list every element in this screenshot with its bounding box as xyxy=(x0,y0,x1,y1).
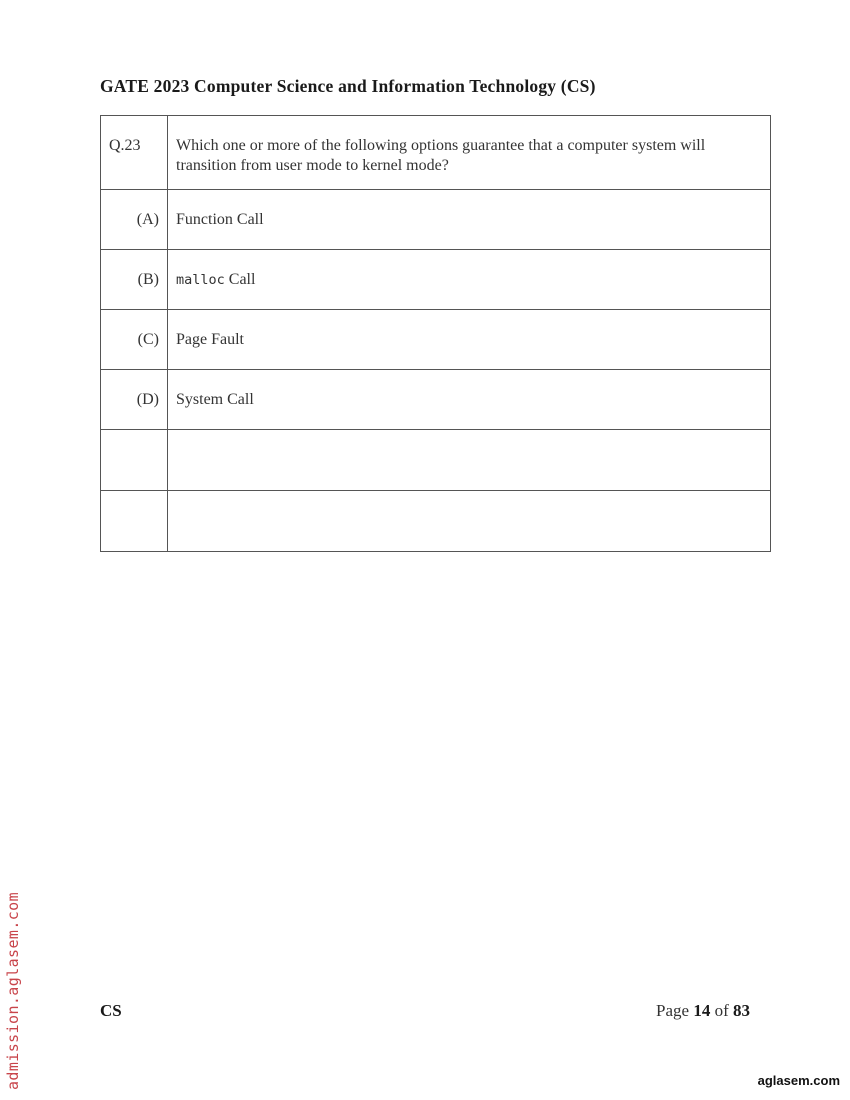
option-row-c xyxy=(101,310,771,370)
empty-cell xyxy=(101,430,168,491)
option-label-d: (D) xyxy=(101,370,168,430)
option-row-b xyxy=(101,250,771,310)
footer-page-number xyxy=(656,1001,750,1021)
option-label-a: (A) xyxy=(101,190,168,250)
page-total: 83 xyxy=(733,1001,750,1020)
option-text-a: Function Call xyxy=(168,190,771,250)
option-label-b: (B) xyxy=(101,250,168,310)
question-row xyxy=(101,116,771,190)
option-text-b xyxy=(168,250,771,310)
page-prefix: Page xyxy=(656,1001,690,1020)
page-header-title: GATE 2023 Computer Science and Information Technology (CS) xyxy=(100,76,596,96)
option-text-c: Page Fault xyxy=(168,310,771,370)
watermark-brand: aglasem.com xyxy=(757,1073,840,1088)
option-text-d: System Call xyxy=(168,370,771,430)
empty-cell xyxy=(168,430,771,491)
option-row-a xyxy=(101,190,771,250)
empty-row xyxy=(101,430,771,491)
question-number: Q.23 xyxy=(101,116,168,190)
question-text: Which one or more of the following options guarantee that a computer system will transition from user mode to kernel mode? xyxy=(168,116,771,190)
page-of: of xyxy=(714,1001,729,1020)
watermark-vertical-url: admission.aglasem.com xyxy=(4,891,22,1090)
page-current: 14 xyxy=(693,1001,711,1020)
empty-cell xyxy=(101,491,168,552)
option-label-c: (C) xyxy=(101,310,168,370)
empty-cell xyxy=(168,491,771,552)
question-table xyxy=(100,115,771,552)
footer-paper-code: CS xyxy=(100,1001,122,1020)
option-suffix-b: Call xyxy=(224,270,256,288)
option-row-d xyxy=(101,370,771,430)
option-code-b: malloc xyxy=(176,271,225,288)
empty-row xyxy=(101,491,771,552)
